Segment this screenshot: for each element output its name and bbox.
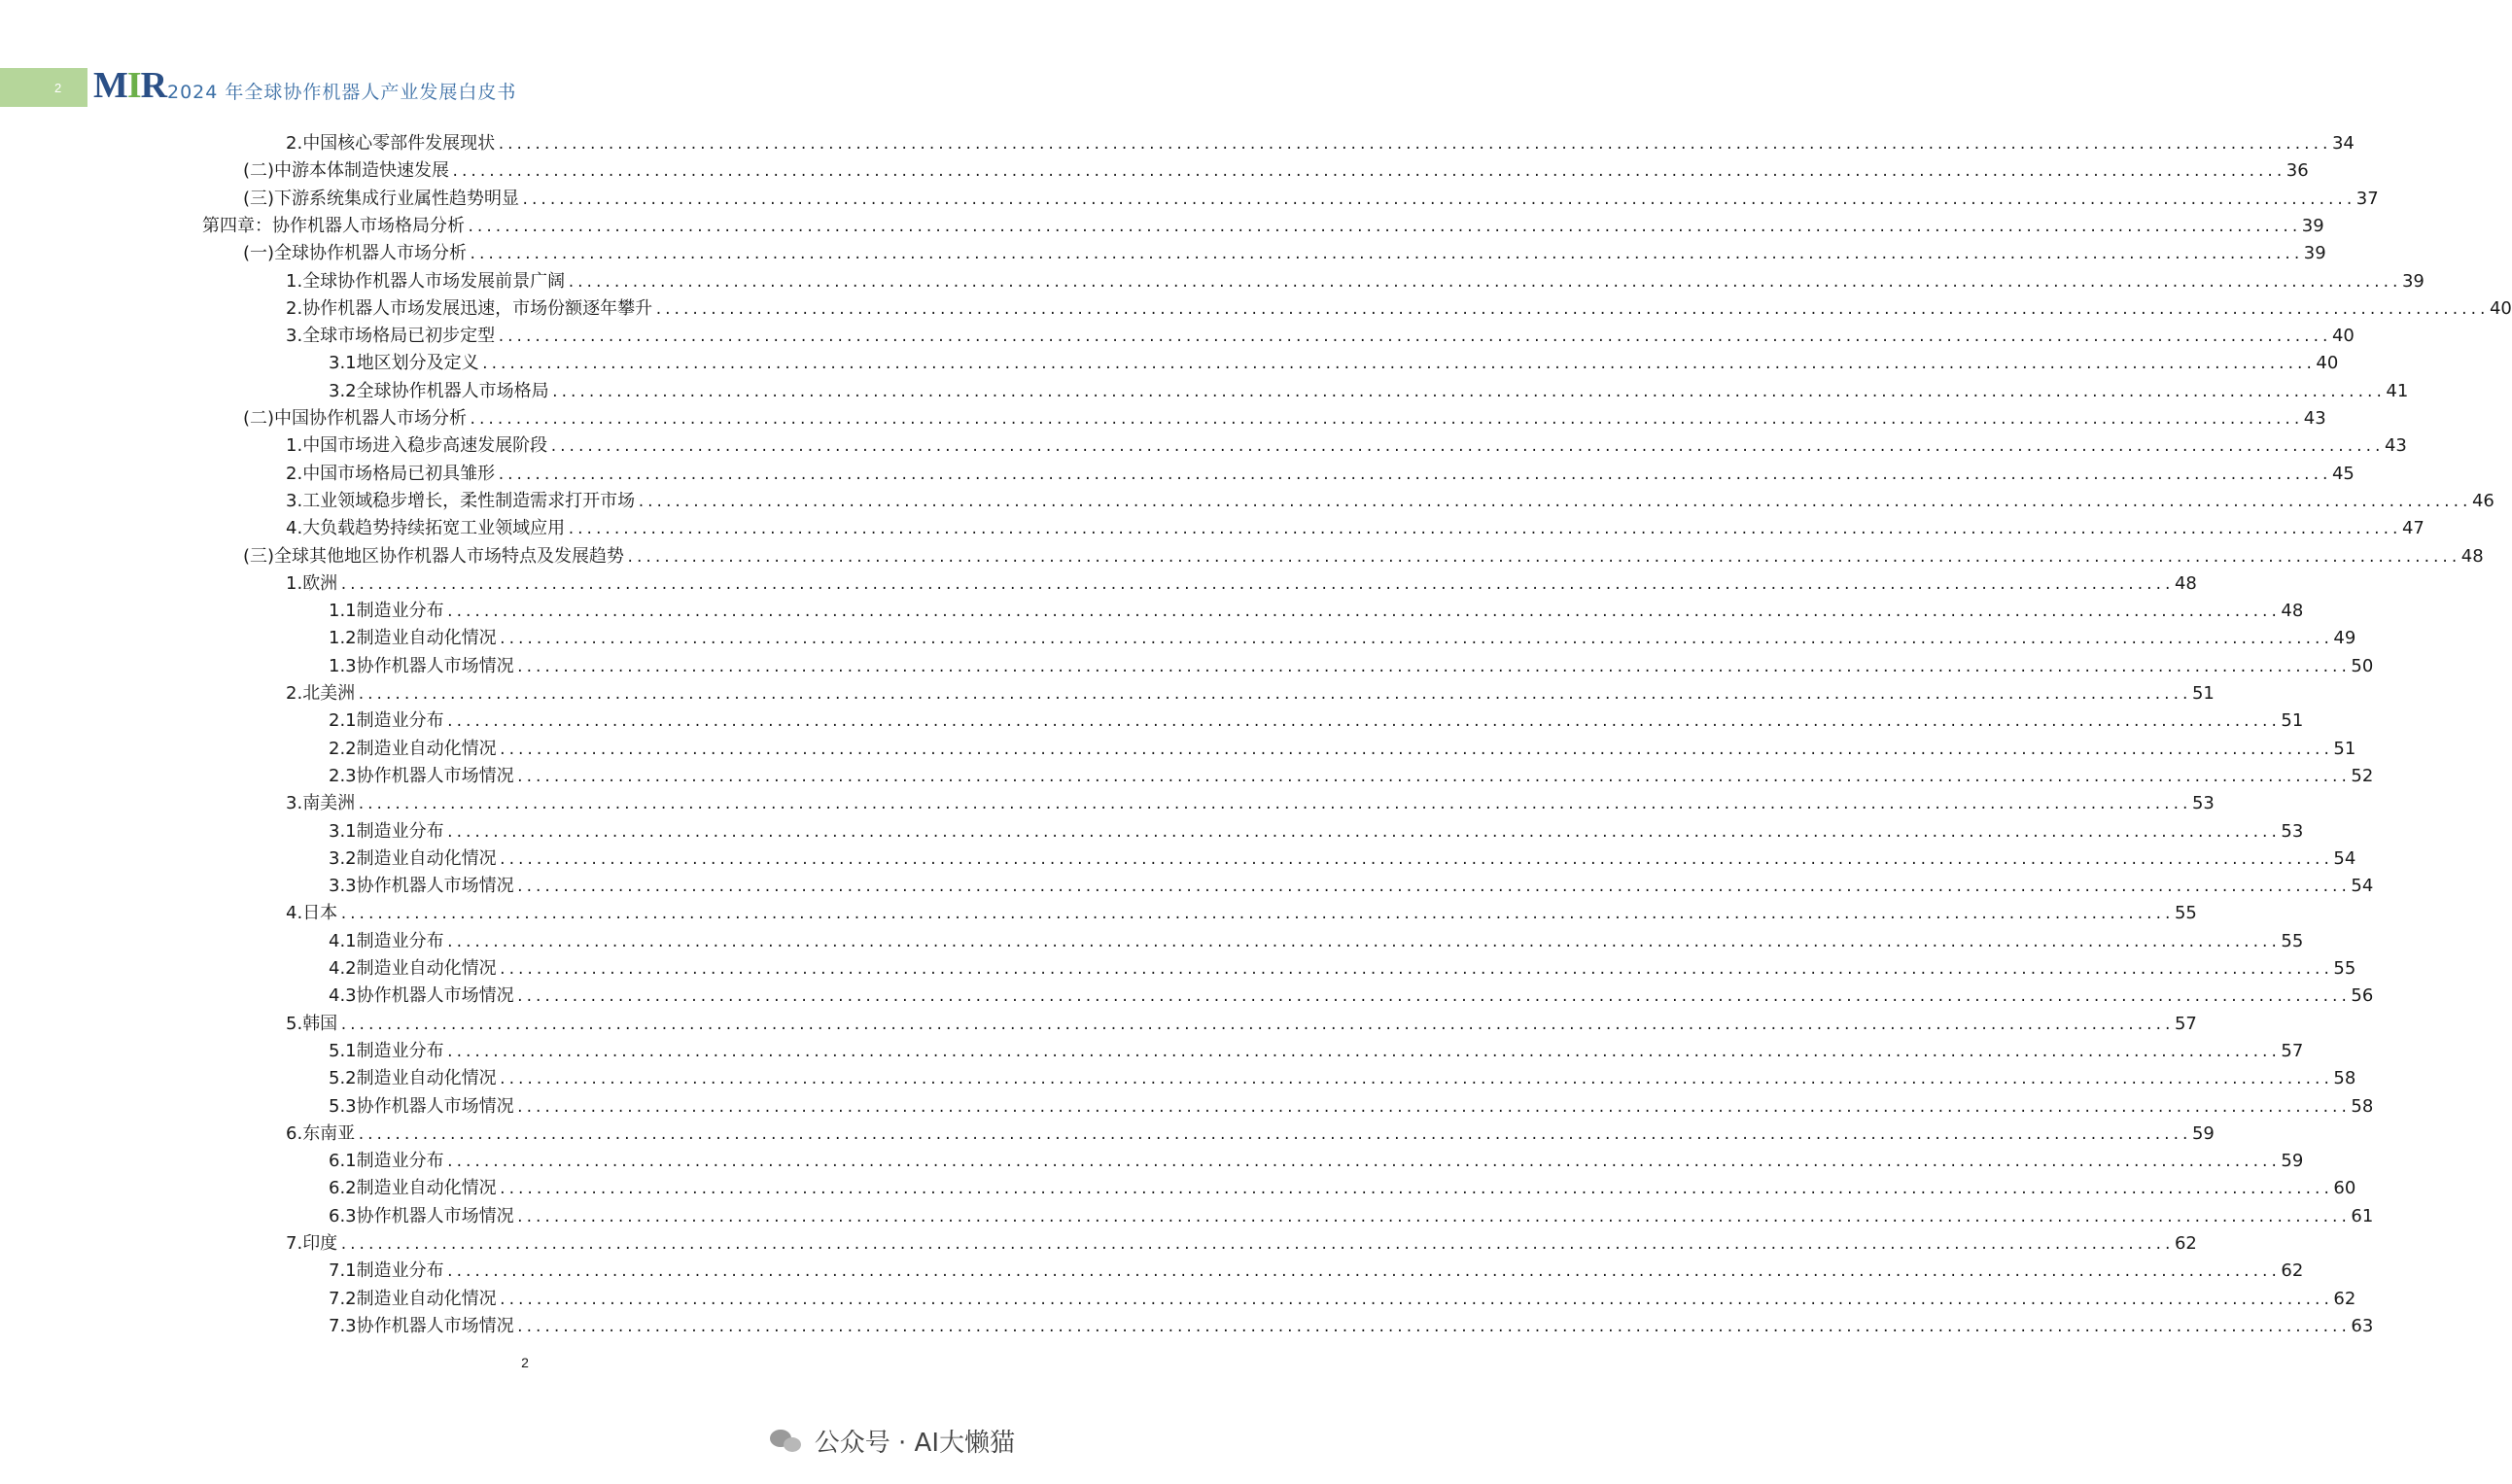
toc-entry[interactable]	[329, 707, 2304, 735]
toc-entry[interactable]	[329, 1175, 2356, 1202]
toc-dot-leader: ........................................................................................................................................................................................................	[445, 604, 2280, 621]
toc-entry[interactable]	[286, 268, 2425, 295]
toc-entry[interactable]	[329, 928, 2304, 955]
toc-dot-leader: ........................................................................................................................................................................................................	[515, 659, 2350, 675]
toc-entry-title: 南美洲	[302, 793, 356, 814]
toc-entry-number: 7.2	[329, 1288, 357, 1309]
toc-dot-leader: ........................................................................................................................................................................................................	[339, 576, 2173, 593]
toc-entry-page: 50	[2351, 655, 2374, 676]
toc-entry-number: 7.1	[329, 1260, 357, 1282]
toc-dot-leader: ........................................................................................................................................................................................................	[498, 632, 2332, 648]
toc-entry[interactable]	[243, 405, 2326, 432]
toc-entry-number: 6.	[286, 1122, 303, 1144]
toc-entry-number: 4.1	[329, 930, 357, 951]
header-page-number: 2	[0, 68, 87, 107]
toc-dot-leader: ........................................................................................................................................................................................................	[451, 164, 2285, 181]
toc-entry-title: 制造业自动化情况	[356, 1178, 497, 1199]
toc-entry[interactable]	[329, 763, 2374, 790]
toc-dot-leader: ........................................................................................................................................................................................................	[521, 191, 2355, 208]
toc-entry-title: 协作机器人市场格局分析	[272, 215, 465, 236]
toc-entry[interactable]	[243, 240, 2326, 267]
toc-dot-leader: ........................................................................................................................................................................................................	[498, 1182, 2332, 1198]
toc-entry[interactable]	[243, 186, 2379, 213]
toc-entry[interactable]	[329, 653, 2374, 680]
toc-entry-title: 全球市场格局已初步定型	[302, 326, 496, 347]
toc-entry-title: 韩国	[302, 1013, 338, 1034]
toc-entry[interactable]	[243, 543, 2484, 570]
toc-entry-page: 62	[2281, 1260, 2304, 1282]
toc-dot-leader: ........................................................................................................................................................................................................	[498, 962, 2332, 978]
toc-dot-leader: ........................................................................................................................................................................................................	[515, 1319, 2350, 1335]
toc-entry-page: 52	[2351, 765, 2374, 786]
toc-entry-number: 3.	[286, 793, 303, 814]
toc-entry-page: 55	[2333, 958, 2356, 979]
toc-entry-page: 56	[2351, 985, 2374, 1007]
toc-entry[interactable]	[329, 818, 2304, 846]
toc-entry[interactable]	[329, 1258, 2304, 1285]
toc-entry-number: 1.1	[329, 601, 357, 622]
toc-entry[interactable]	[329, 625, 2356, 652]
toc-entry[interactable]	[329, 350, 2339, 377]
toc-entry-number: 6.1	[329, 1151, 357, 1172]
footer-page-number: 2	[521, 1355, 529, 1370]
toc-entry[interactable]	[286, 570, 2197, 598]
toc-entry-title: 制造业自动化情况	[356, 738, 497, 759]
toc-dot-leader: ........................................................................................................................................................................................................	[515, 989, 2350, 1006]
toc-entry-page: 43	[2303, 408, 2326, 429]
toc-entry-title: 印度	[302, 1233, 338, 1254]
toc-entry-number: 3.	[286, 490, 303, 511]
toc-dot-leader: ........................................................................................................................................................................................................	[480, 357, 2315, 373]
toc-entry-number: 2.2	[329, 738, 357, 759]
toc-entry[interactable]	[329, 1148, 2304, 1175]
toc-entry-number: 5.1	[329, 1040, 357, 1061]
toc-entry-number: (三)	[243, 188, 275, 209]
toc-dot-leader: ........................................................................................................................................................................................................	[515, 1099, 2350, 1116]
mir-logo: MIR	[93, 65, 167, 106]
document-title: 2024 年全球协作机器人产业发展白皮书	[167, 82, 517, 103]
toc-entry-number: 3.1	[329, 820, 357, 842]
toc-entry-title: 全球协作机器人市场发展前景广阔	[302, 270, 566, 292]
toc-entry[interactable]	[286, 680, 2215, 707]
toc-entry[interactable]	[329, 1093, 2374, 1121]
toc-entry-number: 7.	[286, 1233, 303, 1254]
toc-entry-page: 48	[2460, 545, 2484, 567]
toc-entry-page: 58	[2333, 1068, 2356, 1089]
toc-entry-title: 制造业分布	[356, 1040, 444, 1061]
toc-entry-title: 制造业分布	[356, 601, 444, 622]
toc-entry[interactable]	[286, 130, 2355, 157]
watermark	[770, 1421, 1015, 1460]
toc-dot-leader: ........................................................................................................................................................................................................	[339, 1237, 2173, 1253]
toc-entry[interactable]	[329, 1038, 2304, 1065]
toc-dot-leader: ........................................................................................................................................................................................................	[339, 1017, 2173, 1033]
toc-entry[interactable]	[329, 378, 2409, 405]
toc-entry-title: 地区划分及定义	[356, 353, 479, 374]
toc-entry-page: 40	[2316, 353, 2339, 374]
toc-entry-title: 协作机器人市场情况	[356, 1315, 514, 1336]
toc-entry[interactable]	[286, 432, 2407, 460]
toc-entry-page: 53	[2191, 793, 2215, 814]
toc-entry-title: 全球协作机器人市场格局	[356, 380, 549, 401]
toc-dot-leader: ........................................................................................................................................................................................................	[654, 301, 2488, 318]
toc-entry[interactable]	[243, 157, 2309, 185]
toc-entry-page: 51	[2191, 683, 2215, 704]
toc-entry-number: 2.	[286, 683, 303, 704]
toc-dot-leader: ........................................................................................................................................................................................................	[567, 522, 2400, 538]
toc-entry-number: 2.	[286, 297, 303, 319]
toc-entry-title: 制造业自动化情况	[356, 628, 497, 649]
toc-dot-leader: ........................................................................................................................................................................................................	[445, 714, 2280, 731]
toc-entry[interactable]	[329, 1286, 2356, 1313]
toc-entry-title: 中国市场进入稳步高速发展阶段	[302, 435, 548, 457]
toc-dot-leader: ........................................................................................................................................................................................................	[626, 549, 2460, 566]
toc-entry-number: 6.3	[329, 1205, 357, 1226]
toc-dot-leader: ........................................................................................................................................................................................................	[357, 687, 2190, 703]
toc-entry-page: 48	[2174, 572, 2197, 594]
toc-entry-page: 41	[2386, 380, 2409, 401]
toc-entry[interactable]	[286, 790, 2215, 817]
toc-entry-title: 中国核心零部件发展现状	[302, 133, 496, 154]
toc-entry-title: 全球协作机器人市场分析	[274, 243, 468, 264]
toc-entry-title: 北美洲	[302, 683, 356, 704]
toc-entry-title: 大负载趋势持续拓宽工业领域应用	[302, 518, 566, 539]
toc-entry-title: 协作机器人市场情况	[356, 1205, 514, 1226]
toc-entry-number: 4.2	[329, 958, 357, 979]
toc-entry-number: 1.	[286, 270, 303, 292]
toc-entry-number: 7.3	[329, 1315, 357, 1336]
toc-entry-number: 4.	[286, 518, 303, 539]
toc-dot-leader: ........................................................................................................................................................................................................	[498, 1072, 2332, 1088]
toc-entry[interactable]	[286, 900, 2197, 927]
toc-dot-leader: ........................................................................................................................................................................................................	[567, 274, 2400, 291]
toc-dot-leader: ........................................................................................................................................................................................................	[515, 880, 2350, 896]
toc-entry[interactable]	[286, 1011, 2197, 1038]
toc-entry-page: 36	[2285, 160, 2309, 182]
toc-entry-page: 39	[2401, 270, 2425, 292]
toc-entry-number: 1.2	[329, 628, 357, 649]
toc-entry[interactable]	[286, 461, 2355, 488]
toc-dot-leader: ........................................................................................................................................................................................................	[469, 412, 2302, 428]
toc-dot-leader: ........................................................................................................................................................................................................	[549, 439, 2383, 456]
toc-entry-title: 制造业自动化情况	[356, 1068, 497, 1089]
toc-entry-number: 1.	[286, 572, 303, 594]
toc-dot-leader: ........................................................................................................................................................................................................	[469, 247, 2302, 263]
toc-entry-title: 协作机器人市场情况	[356, 1095, 514, 1117]
toc-entry-page: 40	[2331, 326, 2355, 347]
toc-entry-page: 34	[2331, 133, 2355, 154]
toc-entry[interactable]	[329, 598, 2304, 625]
toc-entry-title: 协作机器人市场情况	[356, 985, 514, 1007]
toc-dot-leader: ........................................................................................................................................................................................................	[637, 494, 2470, 510]
toc-entry-number: 3.	[286, 326, 303, 347]
toc-entry-number: 1.3	[329, 655, 357, 676]
toc-dot-leader: ........................................................................................................................................................................................................	[445, 1155, 2280, 1171]
toc-dot-leader: ........................................................................................................................................................................................................	[445, 934, 2280, 950]
toc-entry-page: 57	[2174, 1013, 2197, 1034]
toc-dot-leader: ........................................................................................................................................................................................................	[498, 1292, 2332, 1308]
toc-entry-page: 59	[2281, 1151, 2304, 1172]
toc-entry-number: 2.3	[329, 765, 357, 786]
toc-entry-number: 1.	[286, 435, 303, 457]
toc-dot-leader: ........................................................................................................................................................................................................	[550, 384, 2385, 400]
toc-entry[interactable]	[329, 1203, 2374, 1230]
toc-entry-page: 55	[2174, 903, 2197, 924]
toc-entry-number: 4.	[286, 903, 303, 924]
toc-entry-page: 45	[2331, 463, 2355, 484]
toc-entry-page: 47	[2401, 518, 2425, 539]
toc-entry-number: 第四章：	[202, 215, 272, 236]
toc-entry-title: 制造业分布	[356, 930, 444, 951]
toc-entry[interactable]	[329, 1313, 2374, 1340]
toc-entry[interactable]	[286, 1121, 2215, 1148]
toc-entry-page: 63	[2351, 1315, 2374, 1336]
toc-entry-page: 62	[2174, 1233, 2197, 1254]
toc-entry-number: 5.	[286, 1013, 303, 1034]
toc-entry-number: 3.1	[329, 353, 357, 374]
toc-entry[interactable]	[286, 323, 2355, 350]
toc-entry-page: 58	[2351, 1095, 2374, 1117]
toc-entry-page: 39	[2301, 215, 2324, 236]
toc-entry-number: 3.2	[329, 847, 357, 869]
toc-entry-page: 54	[2351, 876, 2374, 897]
toc-entry-page: 40	[2489, 297, 2512, 319]
toc-entry[interactable]	[329, 846, 2356, 873]
toc-entry-number: (二)	[243, 160, 275, 182]
toc-entry-title: 协作机器人市场情况	[356, 655, 514, 676]
toc-entry-page: 55	[2281, 930, 2304, 951]
toc-entry-title: 制造业分布	[356, 1260, 444, 1282]
toc-entry-number: (三)	[243, 545, 275, 567]
toc-entry[interactable]	[329, 736, 2356, 763]
toc-entry-number: 2.1	[329, 710, 357, 732]
toc-dot-leader: ........................................................................................................................................................................................................	[445, 824, 2280, 841]
toc-entry[interactable]	[329, 1065, 2356, 1092]
toc-entry-page: 60	[2333, 1178, 2356, 1199]
toc-entry-number: 5.2	[329, 1068, 357, 1089]
toc-dot-leader: ........................................................................................................................................................................................................	[497, 466, 2330, 483]
toc-entry[interactable]	[286, 515, 2425, 542]
toc-entry-title: 制造业自动化情况	[356, 847, 497, 869]
toc-entry-number: 3.3	[329, 876, 357, 897]
toc-entry-page: 51	[2333, 738, 2356, 759]
toc-entry-title: 中游本体制造快速发展	[274, 160, 450, 182]
toc-entry-title: 中国市场格局已初具雏形	[302, 463, 496, 484]
toc-entry-number: (一)	[243, 243, 275, 264]
toc-entry-page: 54	[2333, 847, 2356, 869]
toc-entry-title: 东南亚	[302, 1122, 356, 1144]
toc-entry-number: 5.3	[329, 1095, 357, 1117]
toc-dot-leader: ........................................................................................................................................................................................................	[357, 797, 2190, 813]
toc-dot-leader: ........................................................................................................................................................................................................	[357, 1126, 2190, 1143]
toc-entry-title: 协作机器人市场发展迅速，市场份额逐年攀升	[302, 297, 653, 319]
toc-entry-title: 制造业分布	[356, 710, 444, 732]
toc-entry-page: 59	[2191, 1122, 2215, 1144]
toc-entry-number: 6.2	[329, 1178, 357, 1199]
toc-entry-title: 工业领域稳步增长，柔性制造需求打开市场	[302, 490, 636, 511]
page-header	[0, 0, 1050, 117]
toc-entry-page: 39	[2303, 243, 2326, 264]
toc-entry-title: 下游系统集成行业属性趋势明显	[274, 188, 520, 209]
toc-entry[interactable]	[286, 488, 2495, 515]
toc-entry[interactable]	[286, 1230, 2197, 1258]
toc-entry-page: 37	[2355, 188, 2379, 209]
toc-entry-page: 62	[2333, 1288, 2356, 1309]
toc-entry[interactable]	[329, 955, 2356, 983]
toc-dot-leader: ........................................................................................................................................................................................................	[497, 329, 2330, 346]
toc-entry-title: 制造业分布	[356, 1151, 444, 1172]
toc-entry-page: 51	[2281, 710, 2304, 732]
toc-entry-title: 协作机器人市场情况	[356, 765, 514, 786]
toc-entry-number: (二)	[243, 408, 275, 429]
toc-entry-page: 53	[2281, 820, 2304, 842]
wechat-icon	[770, 1427, 805, 1454]
toc-entry-title: 欧洲	[302, 572, 338, 594]
toc-entry-title: 制造业自动化情况	[356, 958, 497, 979]
toc-entry[interactable]	[329, 983, 2374, 1010]
watermark-text: 公众号 · AI大懒猫	[814, 1428, 1015, 1458]
toc-entry-page: 48	[2281, 601, 2304, 622]
toc-dot-leader: ........................................................................................................................................................................................................	[339, 907, 2173, 923]
toc-entry-number: 2.	[286, 133, 303, 154]
toc-dot-leader: ........................................................................................................................................................................................................	[515, 1209, 2350, 1225]
toc-entry-title: 日本	[302, 903, 338, 924]
toc-entry[interactable]	[286, 295, 2512, 323]
toc-entry[interactable]	[329, 873, 2374, 900]
toc-entry-title: 协作机器人市场情况	[356, 876, 514, 897]
toc-entry-page: 43	[2384, 435, 2407, 457]
toc-dot-leader: ........................................................................................................................................................................................................	[445, 1264, 2280, 1281]
toc-entry-title: 全球其他地区协作机器人市场特点及发展趋势	[274, 545, 625, 567]
toc-entry-page: 49	[2333, 628, 2356, 649]
toc-entry-title: 制造业分布	[356, 820, 444, 842]
toc-dot-leader: ........................................................................................................................................................................................................	[515, 769, 2350, 785]
toc-dot-leader: ........................................................................................................................................................................................................	[498, 742, 2332, 758]
toc-entry-number: 4.3	[329, 985, 357, 1007]
toc-entry-title: 制造业自动化情况	[356, 1288, 497, 1309]
toc-entry-title: 中国协作机器人市场分析	[274, 408, 468, 429]
toc-entry-page: 46	[2471, 490, 2495, 511]
toc-dot-leader: ........................................................................................................................................................................................................	[498, 851, 2332, 868]
toc-dot-leader: ........................................................................................................................................................................................................	[445, 1044, 2280, 1060]
toc-entry-number: 2.	[286, 463, 303, 484]
toc-dot-leader: ........................................................................................................................................................................................................	[497, 137, 2330, 153]
toc-dot-leader: ........................................................................................................................................................................................................	[467, 219, 2300, 235]
toc-entry-page: 57	[2281, 1040, 2304, 1061]
toc-entry-page: 61	[2351, 1205, 2374, 1226]
toc-entry-number: 3.2	[329, 380, 357, 401]
toc-entry[interactable]	[202, 213, 2324, 240]
